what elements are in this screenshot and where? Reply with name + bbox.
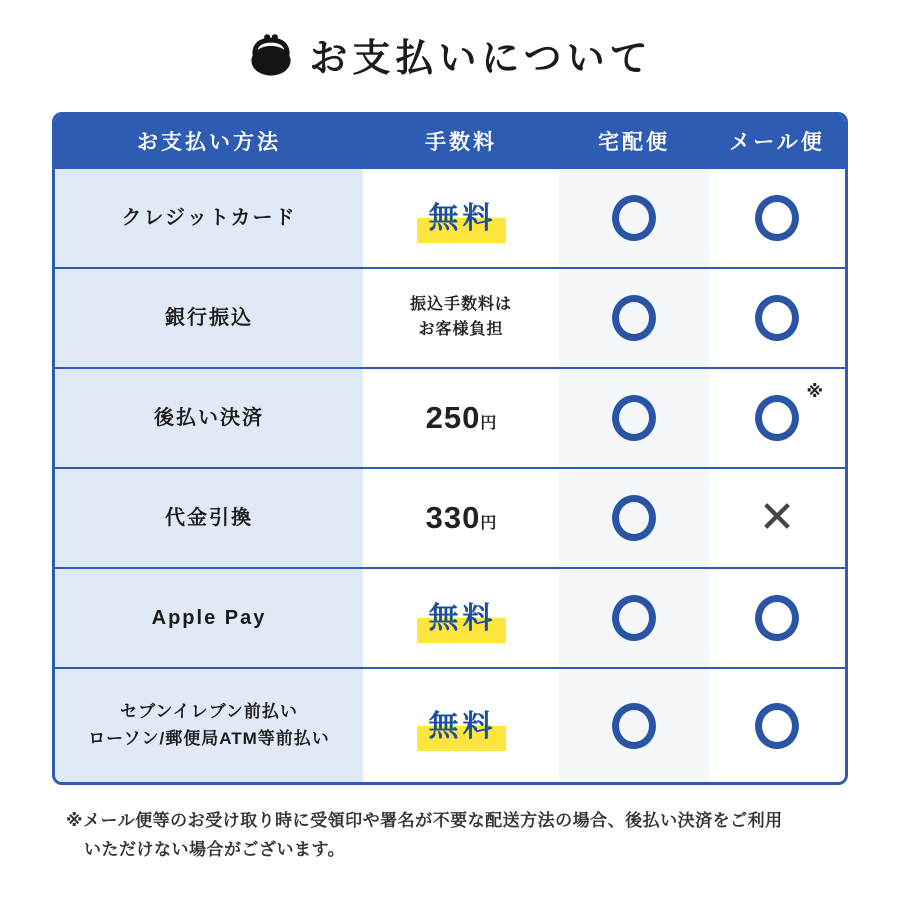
payment-method-label: 後払い決済 (154, 406, 264, 429)
circle-mark-icon (755, 703, 799, 749)
page-header (0, 0, 900, 82)
payment-method-label: クレジットカード (121, 206, 297, 229)
circle-mark-icon (612, 295, 656, 341)
header-payment-method: お支払い方法 (137, 131, 281, 154)
payment-method-label: 代金引換 (165, 506, 253, 529)
circle-mark-icon (612, 195, 656, 241)
payment-method-label: 銀行振込 (165, 306, 253, 329)
circle-mark-icon (612, 595, 656, 641)
table-row-deferred-payment (55, 367, 845, 467)
circle-mark-icon (755, 295, 799, 341)
footnote-line-2: いただけない場合がございます。 (84, 839, 346, 859)
circle-mark-icon (755, 195, 799, 241)
header-courier: 宅配便 (598, 131, 670, 154)
asterisk-note-marker: ※ (806, 382, 823, 401)
table-row-apple-pay (55, 567, 845, 667)
fee-free-badge: 無料 (417, 193, 506, 243)
fee-free-badge: 無料 (417, 593, 506, 643)
table-row-cash-on-delivery (55, 467, 845, 567)
circle-mark-icon (612, 703, 656, 749)
page-title: お支払いについて (309, 37, 653, 80)
header-mail: メール便 (729, 131, 825, 154)
fee-note: 振込手数料は お客様負担 (409, 296, 512, 338)
circle-mark-icon (755, 595, 799, 641)
table-header-row (55, 115, 845, 167)
footnote-line-1: ※メール便等のお受け取り時に受領印や署名が不要な配送方法の場合、後払い決済をご利用 (66, 811, 783, 830)
payment-method-label: セブンイレブン前払い ローソン/郵便局ATM等前払い (88, 702, 330, 748)
payment-method-label: Apple Pay (151, 606, 267, 629)
fee-value: 330円 (425, 500, 497, 535)
circle-mark-icon (612, 395, 656, 441)
cross-mark-icon: ✕ (758, 493, 796, 542)
table-row-convenience-prepay (55, 667, 845, 782)
circle-mark-icon (612, 495, 656, 541)
footnote (66, 807, 846, 865)
payment-table (52, 112, 848, 785)
header-fee: 手数料 (425, 131, 497, 154)
circle-mark-icon (755, 395, 799, 441)
table-row-bank-transfer (55, 267, 845, 367)
fee-free-badge: 無料 (417, 701, 506, 751)
coin-purse-icon (247, 33, 295, 77)
table-row-credit-card (55, 167, 845, 267)
fee-value: 250円 (425, 400, 497, 435)
